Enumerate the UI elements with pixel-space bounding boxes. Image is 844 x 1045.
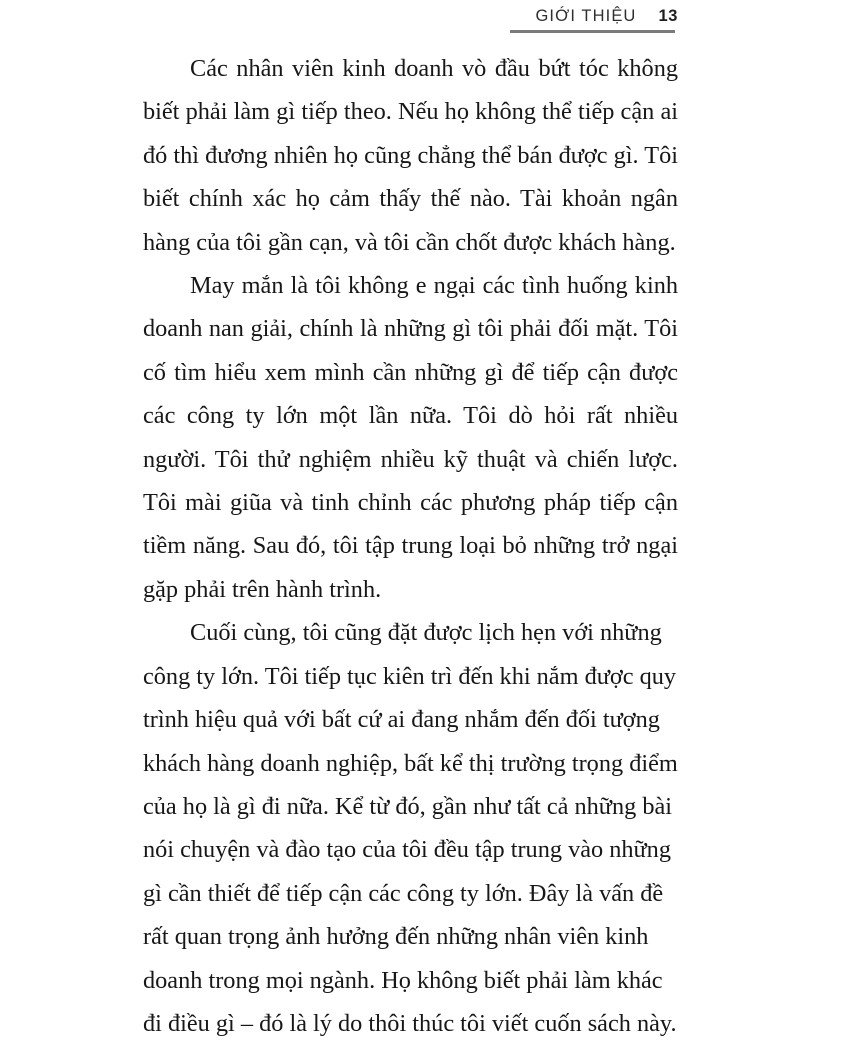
paragraph: Cuối cùng, tôi cũng đặt được lịch hẹn với những công ty lớn. Tôi tiếp tục kiên trì đến khi nắm được quy trình hiệu quả với bất cứ ai đang nhắm đến đối tượng khách hàng doanh nghiệp, bất kể thị trường trọng điểm của họ là gì đi nữa. Kể từ đó, gần như tất cả những bài nói chuyện và đào tạo của tôi đều tập trung vào những gì cần thiết để tiếp cận các công ty lớn. Đây là vấn đề rất quan trọng ảnh hưởng đến những nhân viên kinh doanh trong mọi ngành. Họ không biết phải làm khác đi điều gì – đó là lý do thôi thúc tôi viết cuốn sách này.: [143, 619, 678, 1037]
page-number: 13: [658, 7, 678, 25]
body-text-block: [143, 47, 678, 1045]
paragraph: Các nhân viên kinh doanh vò đầu bứt tóc không biết phải làm gì tiếp theo. Nếu họ không thể tiếp cận ai đó thì đương nhiên họ cũng chẳng thể bán được gì. Tôi biết chính xác họ cảm thấy thế nào. Tài khoản ngân hàng của tôi gần cạn, và tôi cần chốt được khách hàng.: [143, 55, 678, 256]
paragraph: May mắn là tôi không e ngại các tình huống kinh doanh nan giải, chính là những gì tôi phải đối mặt. Tôi cố tìm hiểu xem mình cần những gì để tiếp cận được các công ty lớn một lần nữa. Tôi dò hỏi rất nhiều người. Tôi thử nghiệm nhiều kỹ thuật và chiến lược. Tôi mài giũa và tinh chỉnh các phương pháp tiếp cận tiềm năng. Sau đó, tôi tập trung loại bỏ những trở ngại gặp phải trên hành trình.: [143, 272, 678, 603]
running-header: [143, 7, 678, 31]
running-header-title: GIỚI THIỆU: [535, 7, 637, 25]
header-divider-rule: [510, 30, 675, 33]
